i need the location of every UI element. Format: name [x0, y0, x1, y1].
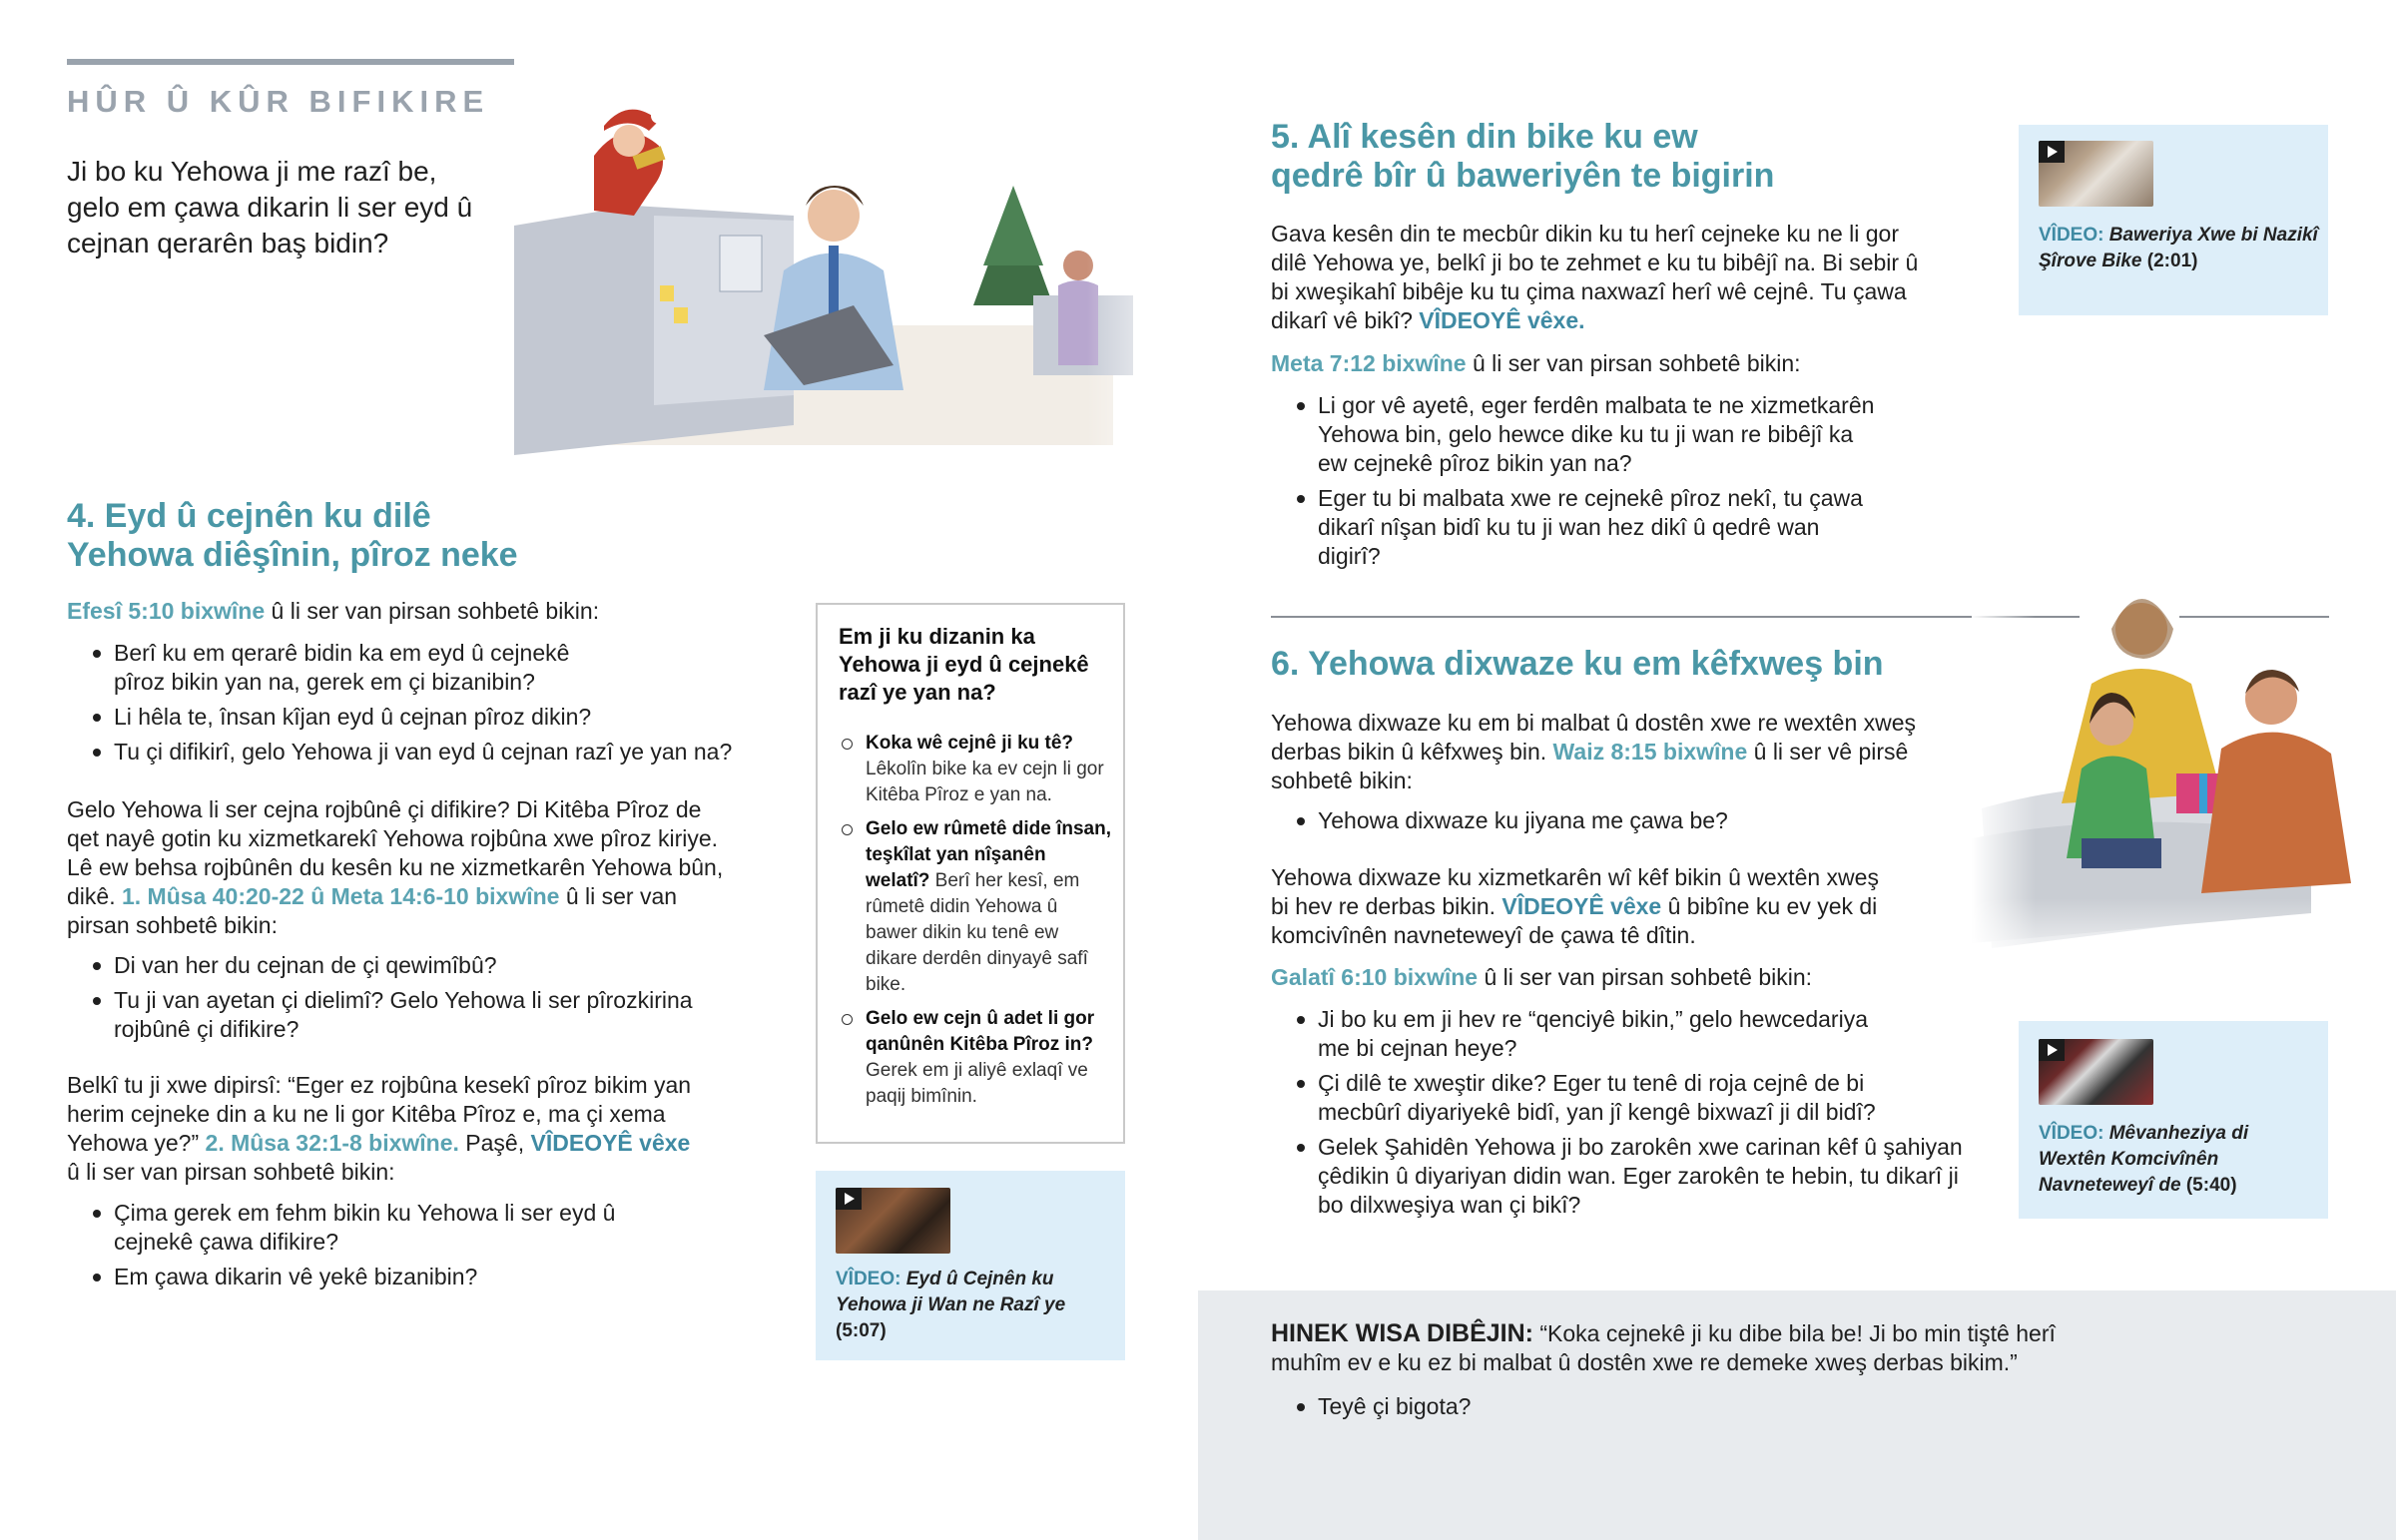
quote-panel — [1198, 1290, 2396, 1540]
matthew-read-link[interactable]: Meta 7:12 bixwîne — [1271, 350, 1467, 376]
section4-title: 4. Eyd û cejnên ku dilê Yehowa diêşînin, pîroz neke — [67, 497, 518, 574]
video-thumbnail[interactable] — [2039, 1039, 2153, 1105]
play-video-link[interactable]: VÎDEOYÊ vêxe — [1501, 893, 1662, 919]
video-caption: VÎDEO: Eyd û Cejnên ku Yehowa ji Wan ne Razî ye (5:07) — [836, 1269, 1066, 1341]
section-divider — [1271, 616, 2080, 618]
section4-para2: Belkî tu ji xwe dipirsî: “Eger ez rojbûna kesekî pîroz bikim yan herim cejneke din a ku ne li gor Kitêba Pîroz e, ma çi xema Yehowa ye?” 2. Mûsa 32:1-8 bixwîne. Paşê, VÎDEOYÊ vêxe û li ser van pirsan sohbetê bikin: — [67, 1072, 692, 1185]
list-item: Gelo ew rûmetê dide însan, teşkîlat yan nîşanên welatî? Berî her kesî, em rûmetê didin Yehowa û bawer dikin ku tenê ew dikare derdên dinyayê safî bike. — [839, 816, 1114, 998]
list-item: Eger tu bi malbata xwe re cejnekê pîroz nekî, tu çawa dikarî nîşan bidî ku tu ji wan hez dikî û qedrê wan digirî? — [1271, 484, 1880, 571]
section6-bullets1 — [1271, 806, 1930, 841]
list-item: Li gor vê ayetê, eger ferdên malbata te ne xizmetkarên Yehowa bin, gelo hewce dike ku tu ji wan re bibêjî ka ew cejnekê pîroz bikin yan na? — [1271, 391, 1880, 478]
family-illustration — [1972, 579, 2396, 978]
list-item: Tu ji van ayetan çi dielimî? Gelo Yehowa li ser pîrozkirina rojbûnê çi difikire? — [67, 986, 696, 1044]
section5-read: Meta 7:12 bixwîne û li ser van pirsan sohbetê bikin: — [1271, 350, 1801, 376]
section6-title: 6. Yehowa dixwaze ku em kêfxweş bin — [1271, 645, 1884, 683]
ecclesiastes-read-link[interactable]: Waiz 8:15 bixwîne — [1552, 739, 1748, 765]
list-item: Yehowa dixwaze ku jiyana me çawa be? — [1271, 806, 1930, 835]
video-card-holidays[interactable] — [816, 1171, 1125, 1360]
section6-read: Galatî 6:10 bixwîne û li ser van pirsan sohbetê bikin: — [1271, 964, 1813, 990]
list-item: Berî ku em qerarê bidin ka em eyd û cejnekê pîroz bikin yan na, gerek em çi bizanibin? — [67, 639, 626, 697]
video-thumbnail[interactable] — [836, 1188, 950, 1254]
list-item: Di van her du cejnan de çi qewimîbû? — [67, 951, 726, 980]
play-icon[interactable] — [2039, 141, 2065, 163]
section4-bullets2 — [67, 951, 726, 1050]
video-card-hospitality[interactable] — [2019, 1021, 2328, 1219]
header-rule — [67, 59, 514, 65]
kicker-heading: HÛR Û KÛR BIFIKIRE — [67, 84, 490, 119]
video-caption: VÎDEO: Mêvanheziya di Wextên Komcivînên Navneteweyî de (5:40) — [2039, 1123, 2249, 1196]
list-item: Li hêla te, însan kîjan eyd û cejnan pîroz dikin? — [67, 703, 766, 732]
section4-read1: Efesî 5:10 bixwîne û li ser van pirsan sohbetê bikin: — [67, 598, 600, 624]
section5-para: Gava kesên din te mecbûr dikin ku tu herî cejneke ku ne li gor dilê Yehowa ye, belkî ji bo te zehmet e ku tu bibêjî na. Bi sebir û bi xweşikahî bibêje ku tu çima naxwazî herî wê cejnê. Tu çawa dikarî vê bikî? VÎDEOYÊ vêxe. — [1271, 221, 1919, 333]
exodus-read-link[interactable]: 2. Mûsa 32:1-8 bixwîne. — [205, 1130, 459, 1156]
list-item: Gelek Şahidên Yehowa ji bo zarokên xwe carinan kêf û şahiyan çêdikin û diyariyan didin wan. Eger zarokên te hebin, tu dikarî ji bo dilxweşiya wan çi bikî? — [1271, 1133, 1970, 1220]
list-item: Çi dilê te xweştir dike? Eger tu tenê di roja cejnê de bi mecbûrî diyariyekê bidî, yan jî kengê bixwazî ji dil bidî? — [1271, 1069, 1920, 1127]
play-icon[interactable] — [2039, 1039, 2065, 1061]
sidebox-list — [839, 731, 1114, 1118]
video-card-explain-beliefs[interactable] — [2019, 125, 2328, 315]
video-caption: VÎDEO: Baweriya Xwe bi Nazikî Şîrove Bike (2:01) — [2039, 225, 2318, 271]
play-video-link[interactable]: VÎDEOYÊ vêxe. — [1419, 307, 1585, 333]
quote-text: HINEK WISA DIBÊJIN: “Koka cejnekê ji ku dibe bila be! Ji bo min tiştê herî muhîm ev e ku ez bi malbat û dostên xwe re demeke xweş derbas bikim.” — [1271, 1319, 2056, 1375]
section6-para1: Yehowa dixwaze ku em bi malbat û dostên xwe re wextên xweş derbas bikin û kêfxweş bin. Waiz 8:15 bixwîne û li ser vê pirsê sohbetê bikin: — [1271, 710, 1917, 793]
info-sidebox — [816, 603, 1125, 1144]
section6-bullets2 — [1271, 1005, 1970, 1226]
efesi-read-link[interactable]: Efesî 5:10 bixwîne — [67, 598, 266, 624]
list-item: Çima gerek em fehm bikin ku Yehowa li ser eyd û cejnekê çawa difikire? — [67, 1199, 626, 1257]
quote-label: HINEK WISA DIBÊJIN: — [1271, 1319, 1533, 1347]
list-item: Em çawa dikarin vê yekê bizanibin? — [67, 1263, 706, 1291]
section4-para1: Gelo Yehowa li ser cejna rojbûnê çi difikire? Di Kitêba Pîroz de qet nayê gotin ku xizmetkarekî Yehowa rojbûna xwe pîroz kiriye. Lê ew behsa rojbûnên du kesên ku ne xizmetkarên Yehowa bûn, dikê. 1. Mûsa 40:20-22 û Meta 14:6-10 bixwîne û li ser van pirsan sohbetê bikin: — [67, 796, 724, 938]
intro-question: Ji bo ku Yehowa ji me razî be, gelo em çawa dikarin li ser eyd û cejnan qerarên baş bidin? — [67, 156, 473, 258]
list-item: Tu çi difikirî, gelo Yehowa ji van eyd û cejnan razî ye yan na? — [67, 738, 766, 767]
genesis-matthew-read-link[interactable]: 1. Mûsa 40:20-22 û Meta 14:6-10 bixwîne — [121, 883, 560, 909]
section5-title: 5. Alî kesên din bike ku ew qedrê bîr û baweriyên te bigirin — [1271, 118, 1775, 195]
list-item: Koka wê cejnê ji ku tê? Lêkolîn bike ka ev cejn li gor Kitêba Pîroz e yan na. — [839, 731, 1114, 808]
play-video-link[interactable]: VÎDEOYÊ vêxe — [530, 1130, 691, 1156]
section6-para2: Yehowa dixwaze ku xizmetkarên wî kêf bikin û wextên xweş bi hev re derbas bikin. VÎDEOYÊ vêxe û bibîne ku ev yek di komcivînên navneteweyî de çawa tê dîtin. — [1271, 864, 1879, 948]
list-item: Gelo ew cejn û adet li gor qanûnên Kitêba Pîroz in? Gerek em ji aliyê exlaqî ve paqij bimînin. — [839, 1006, 1114, 1110]
play-icon[interactable] — [836, 1188, 862, 1210]
quote-bullets — [1271, 1392, 1870, 1427]
section5-bullets — [1271, 391, 1900, 577]
section4-bullets3 — [67, 1199, 706, 1297]
office-illustration — [514, 96, 1188, 475]
video-thumbnail[interactable] — [2039, 141, 2153, 207]
sidebox-title: Em ji ku dizanin ka Yehowa ji eyd û cejnekê razî ye yan na? — [839, 624, 1089, 705]
list-item: Teyê çi bigota? — [1271, 1392, 1870, 1421]
section4-bullets1 — [67, 639, 766, 772]
list-item: Ji bo ku em ji hev re “qenciyê bikin,” gelo hewcedariya me bi cejnan heye? — [1271, 1005, 1880, 1063]
galatians-read-link[interactable]: Galatî 6:10 bixwîne — [1271, 964, 1479, 990]
